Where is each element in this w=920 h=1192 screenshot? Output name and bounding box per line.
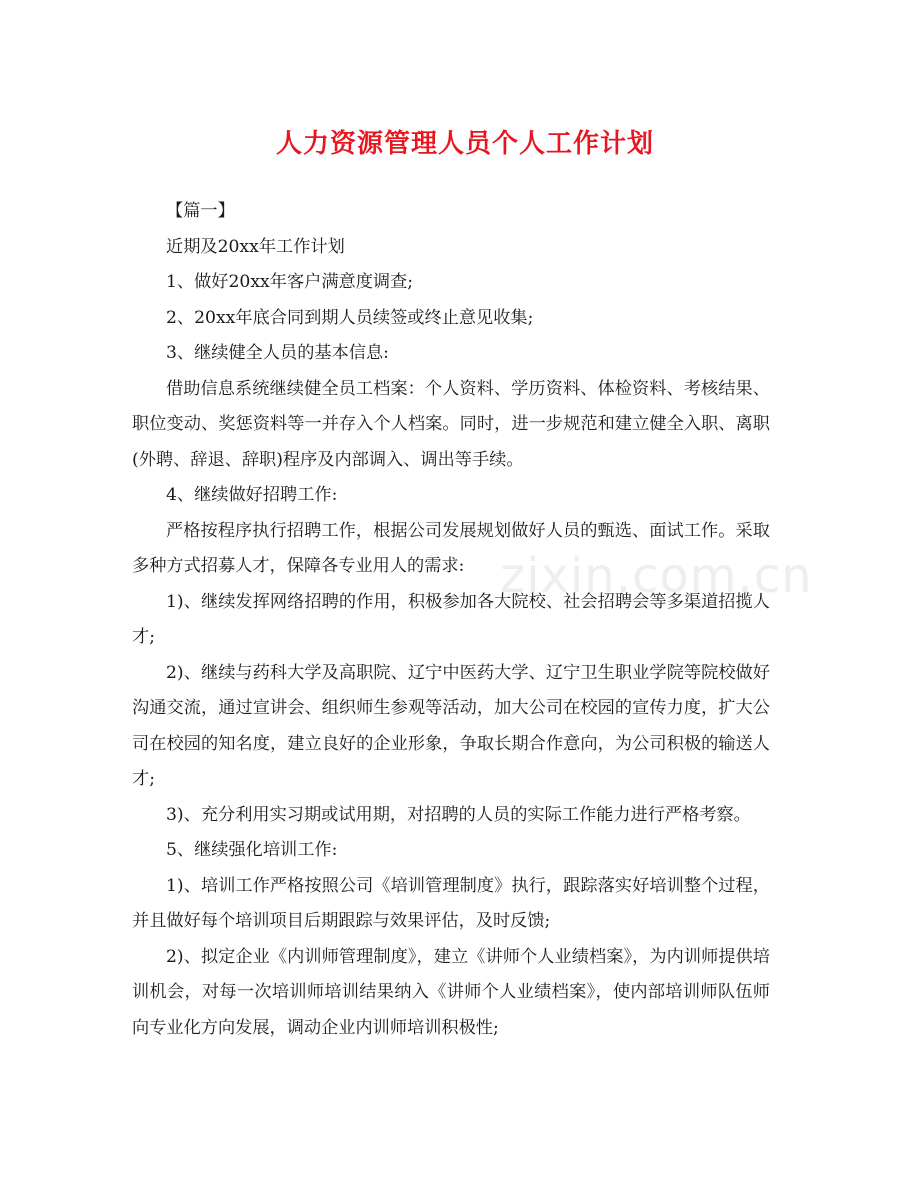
paragraph-4: 2、20xx年底合同到期人员续签或终止意见收集; xyxy=(166,307,534,328)
paragraph-5: 3、继续健全人员的基本信息: xyxy=(166,343,389,363)
paragraph-2: 近期及20xx年工作计划 xyxy=(166,236,345,257)
watermark-text: zixin.com.cn xyxy=(500,548,813,604)
paragraph-14: 2)、拟定企业《内训师管理制度》，建立《讲师个人业绩档案》，为内训师提供培训机会，对每一次培训师培训结果纳入《讲师个人业绩档案》，使内部培训师队伍师向专业化方向发展，调动企业内训师培训积极性; xyxy=(132,946,770,1038)
paragraph-13: 1)、培训工作严格按照公司《培训管理制度》执行，跟踪落实好培训整个过程，并且做好每个培训项目后期跟踪与效果评估，及时反馈; xyxy=(132,875,770,931)
paragraph-3: 1、做好20xx年客户满意度调查; xyxy=(166,272,414,292)
paragraph-11: 3)、充分利用实习期或试用期，对招聘的人员的实际工作能力进行严格考察。 xyxy=(166,804,751,825)
paragraph-6: 借助信息系统继续健全员工档案：个人资料、学历资料、体检资料、考核结果、职位变动、奖惩资料等一并存入个人档案。同时，进一步规范和建立健全入职、离职(外聘、辞退、辞职)程序及内部调入、调出等手续。 xyxy=(132,378,770,470)
page-title: 人力资源管理人员个人工作计划 xyxy=(275,129,654,159)
paragraph-12: 5、继续强化培训工作: xyxy=(166,840,338,860)
paragraph-1: 【篇一】 xyxy=(166,201,235,221)
paragraph-8: 严格按程序执行招聘工作，根据公司发展规划做好人员的甄选、面试工作。采取多种方式招募人才，保障各专业用人的需求: xyxy=(132,520,770,576)
paragraph-9: 1)、继续发挥网络招聘的作用，积极参加各大院校、社会招聘会等多渠道招揽人才; xyxy=(132,591,770,647)
paragraph-7: 4、继续做好招聘工作: xyxy=(166,485,338,505)
paragraph-10: 2)、继续与药科大学及高职院、辽宁中医药大学、辽宁卫生职业学院等院校做好沟通交流，通过宣讲会、组织师生参观等活动，加大公司在校园的宣传力度，扩大公司在校园的知名度，建立良好的企业形象，争取长期合作意向，为公司积极的输送人才; xyxy=(132,662,770,789)
document-body xyxy=(132,194,770,1046)
